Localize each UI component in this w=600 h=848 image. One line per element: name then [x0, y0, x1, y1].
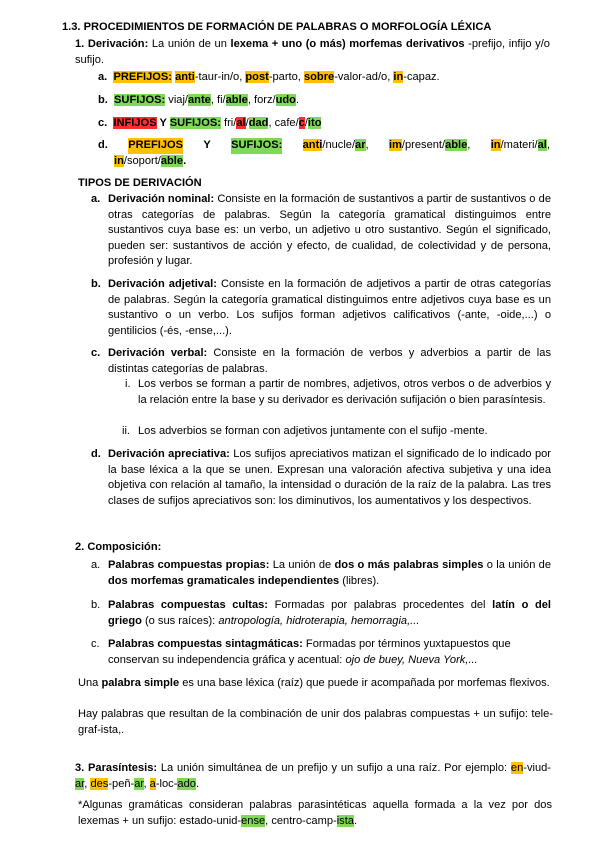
derivacion-verbal-text: Consiste en la formación de verbos y adverbios a partir de las distintas categorías de palabras. [108, 347, 551, 375]
derivacion-nominal-text: Consiste en la formación de sustantivos a partir de sustantivos o de otras categorías de palabras. Según la categoría gramatical distinguimos entre sustantivos cuya base es: un verbo, un adjetivo u otro sustantivo. Según el significado, pueden ser: sustantivos de acción y efecto, de cualidad, de colectividad y de persona, profesión y lugar. [108, 193, 552, 268]
bold-segment: latín o del griego [108, 599, 551, 627]
derivacion-intro-a: La unión de un [151, 38, 227, 50]
prefix-a: a [149, 777, 156, 790]
sufijos-label: SUFIJOS: [169, 117, 221, 129]
infijos-label: INFIJOS [113, 117, 157, 129]
prefijos-sufijos-line-2 [98, 154, 550, 170]
prefix-sobre: sobre [303, 71, 335, 83]
infijos-item [98, 116, 558, 132]
example-text: -parto, [268, 71, 304, 83]
suffix-dad: dad [248, 117, 269, 129]
example-text: / [245, 117, 249, 129]
example-text: , fi/ [210, 94, 226, 106]
example-text: -capaz. [403, 71, 440, 83]
compuestas-sintagmaticas [108, 637, 551, 668]
derivacion-intro-bold: lexema + uno (o más) morfemas derivativos [230, 38, 465, 50]
text-segment: *Algunas gramáticas consideran palabras parasintéticas aquella formada a la vez por dos lexemas + un sufijo: estado-unid- [78, 799, 552, 827]
example-text: / [304, 117, 308, 129]
bold-segment: dos o más palabras simples [334, 559, 484, 571]
conjunction: Y [203, 139, 211, 151]
compuestas-cultas-label: Palabras compuestas cultas: [108, 599, 268, 611]
prefix-en: en [510, 762, 524, 774]
example-text: , [143, 777, 150, 790]
derivacion-intro-b: -prefijo, infijo y/o sufijo. [75, 38, 550, 66]
derivacion-verbal-i: Los verbos se forman a partir de nombres, adjetivos, otros verbos o de adverbios y la relación entre la base y su derivador es derivación sufijación o bien parasíntesis. [138, 378, 551, 406]
list-marker: b. [91, 278, 101, 290]
prefijos-sufijos-line-1 [98, 138, 550, 154]
italic-examples: antropología, hidroterapia, hemorragia,... [218, 614, 420, 627]
example-text: -viud- [523, 762, 551, 774]
parasintesis-section [75, 761, 551, 792]
example-text: , cafe/ [268, 117, 299, 129]
sufijos-label: SUFIJOS: [114, 94, 166, 106]
prefix-anti: anti [302, 139, 323, 151]
sub-marker: i. [125, 378, 131, 390]
list-marker: d. [91, 448, 101, 460]
compuestas-propias [108, 558, 551, 589]
suffix-ense: ense [241, 814, 266, 827]
derivacion-adjetival-label: Derivación adjetival: [108, 278, 217, 290]
example-text: /soport/ [123, 154, 161, 167]
suffix-udo: udo [275, 94, 296, 106]
suffix-ar: ar [75, 777, 85, 790]
derivacion-apreciativa-text: Los sufijos apreciativos matizan el significado de lo indicado por la base léxica a la que se unen. Expresan una valoración afectiva subjetiva y una idea objetiva con relación al tamaño, la intensidad o duración de la raíz de la palabra. Las tres clases de sufijos apreciativos son: los diminutivos, los aumentativos y los despectivos. [108, 448, 552, 507]
list-marker: c. [91, 347, 101, 359]
list-marker: a. [98, 71, 108, 83]
prefijos-sufijos-item [98, 138, 550, 169]
example-text: , [467, 139, 471, 151]
text-segment: La unión de [269, 559, 335, 571]
derivacion-nominal-label: Derivación nominal: [108, 193, 215, 205]
sufijos-label: SUFIJOS: [231, 138, 282, 154]
list-marker: a. [91, 193, 101, 205]
derivacion-adjetival [108, 277, 551, 339]
list-marker: b. [91, 599, 101, 611]
suffix-ar: ar [134, 777, 144, 790]
text-segment: es una base léxica (raíz) que puede ir acompañada por morfemas flexivos. [179, 677, 550, 689]
list-marker: c. [91, 638, 100, 650]
suffix-able: able [225, 94, 248, 106]
example-text: fri/ [220, 117, 237, 129]
sub-marker: ii. [122, 425, 131, 437]
derivacion-apreciativa [108, 447, 551, 509]
suffix-ar: ar [355, 139, 366, 151]
infix-c: c [298, 117, 305, 129]
text-segment: . [353, 814, 358, 827]
text-segment: Formadas por términos yuxtapuestos que conservan su independencia gráfica y acentual: [108, 638, 511, 666]
text-segment: Formadas por palabras procedentes del [268, 599, 493, 611]
derivacion-apreciativa-label: Derivación apreciativa: [108, 448, 230, 460]
prefix-in: in [393, 71, 404, 83]
text-segment: (libres). [339, 574, 380, 587]
text-segment: Una [78, 677, 102, 689]
example-text: -peñ- [108, 777, 135, 790]
italic-examples: ojo de buey, Nueva York,... [345, 653, 478, 666]
example-text: . [183, 154, 187, 167]
parasintesis-note [78, 798, 552, 829]
bold-segment: palabra simple [101, 677, 180, 689]
derivacion-adjetival-text: Consiste en la formación de adjetivos a partir de otras categorías de palabras. Según la categoría gramatical distinguimos entre adjetivos cuya base es un sustantivo o un verbo. Los sufijos forman adjetivos calificativos (-ante, -oide,...) o gentilicios (-és, -ense,...). [108, 278, 552, 337]
prefix-anti: anti [175, 71, 195, 83]
suffix-ado: ado [177, 777, 196, 790]
composicion-heading: 2. Composición: [75, 541, 162, 553]
sufijos-item [98, 93, 558, 109]
derivacion-verbal-label: Derivación verbal: [108, 347, 208, 359]
derivacion-nominal [108, 192, 551, 270]
derivacion-intro [75, 37, 550, 68]
suffix-ante: ante [188, 94, 211, 106]
suffix-able: able [160, 154, 184, 167]
text-segment: , centro-camp- [265, 814, 337, 827]
example-text: /nucle/ [322, 139, 356, 151]
suffix-able: able [445, 139, 468, 151]
compuestas-sintagmaticas-label: Palabras compuestas sintagmáticas: [108, 638, 303, 650]
list-marker: b. [98, 94, 108, 106]
example-text: . [195, 777, 200, 790]
prefix-post: post [245, 71, 269, 83]
text-segment: (o sus raíces): [141, 614, 219, 627]
infix-al: al [236, 117, 246, 129]
compuestas-propias-label: Palabras compuestas propias: [108, 559, 270, 571]
example-text: /present/ [401, 139, 446, 151]
conjunction: Y [156, 117, 170, 129]
example-word [303, 138, 369, 154]
text-segment: o la unión de [483, 559, 552, 571]
combinacion-note: Hay palabras que resultan de la combinación de unir dos palabras compuestas + un sufijo: tele-graf-ista,. [78, 708, 553, 736]
prefix-in: in [490, 139, 501, 151]
example-text: , [365, 139, 369, 151]
list-marker: d. [98, 139, 108, 151]
bold-segment: dos morfemas gramaticales independientes [108, 574, 340, 587]
example-text: -valor-ad/o, [334, 71, 394, 83]
derivacion-verbal [108, 346, 551, 377]
derivacion-heading: 1. Derivación: [75, 38, 149, 50]
suffix-ista: ista [336, 814, 354, 827]
example-text: -taur-in/o, [194, 71, 246, 83]
prefix-im: im [388, 139, 402, 151]
palabra-simple-note [78, 676, 553, 692]
prefix-des: des [90, 777, 109, 790]
list-marker: a. [91, 559, 101, 571]
example-text: , [546, 139, 550, 151]
example-word [491, 138, 550, 154]
prefijos-item [98, 70, 558, 86]
example-text: , [84, 777, 91, 790]
derivacion-verbal-ii: Los adverbios se forman con adjetivos juntamente con el sufijo -mente. [138, 425, 488, 437]
example-text: . [295, 94, 300, 106]
tipos-heading: TIPOS DE DERIVACIÓN [78, 177, 202, 189]
prefijos-label: PREFIJOS: [113, 71, 172, 83]
prefijos-label: PREFIJOS [128, 138, 183, 154]
example-word [389, 138, 470, 154]
page-title: 1.3. PROCEDIMIENTOS DE FORMACIÓN DE PALABRAS O MORFOLOGÍA LÉXICA [62, 21, 492, 33]
prefix-in: in [114, 154, 124, 167]
parasintesis-heading: 3. Parasíntesis: [75, 762, 158, 774]
example-text: , forz/ [247, 94, 276, 106]
suffix-al: al [537, 139, 547, 151]
example-text: /materi/ [500, 139, 538, 151]
list-marker: c. [98, 117, 108, 129]
example-text: -loc- [155, 777, 178, 790]
compuestas-cultas [108, 598, 551, 629]
text-segment: La unión simultánea de un prefijo y un sufijo a una raíz. Por ejemplo: [157, 762, 511, 774]
example-text: viaj/ [165, 94, 189, 106]
suffix-ito: ito [307, 117, 322, 129]
